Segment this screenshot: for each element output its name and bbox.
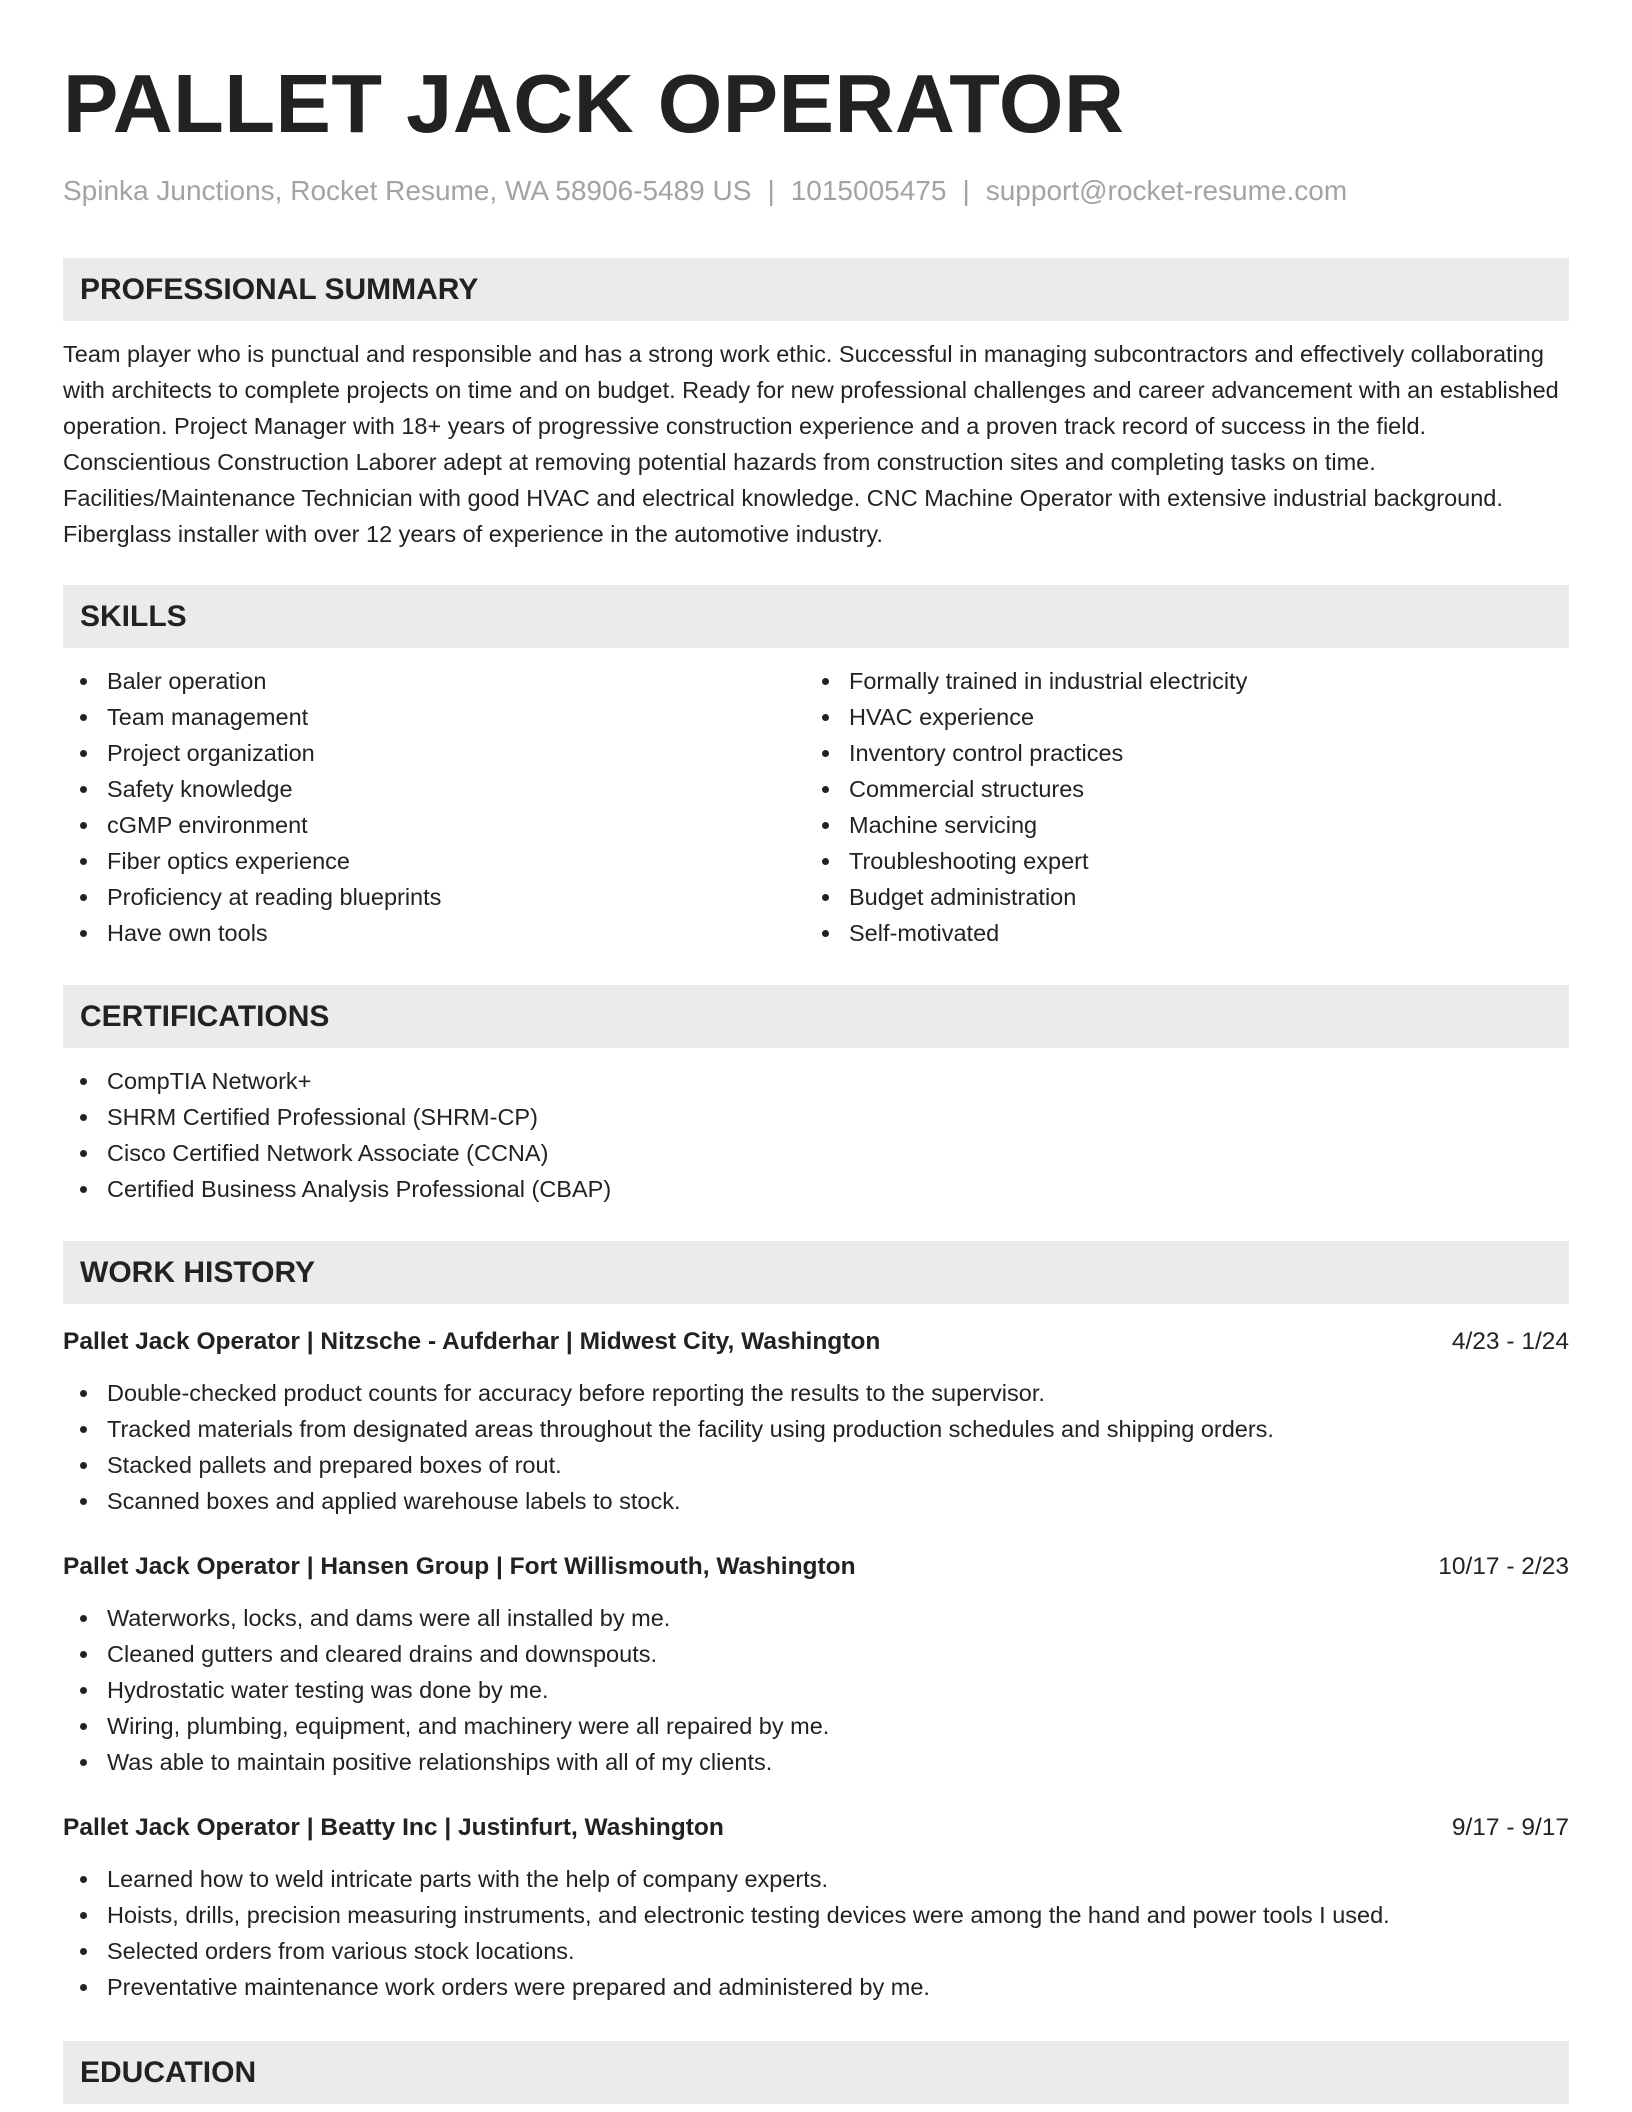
section-header-work-history: WORK HISTORY bbox=[63, 1241, 1569, 1304]
skill-item: Project organization bbox=[63, 735, 805, 771]
job-dates: 9/17 - 9/17 bbox=[1451, 1814, 1569, 1841]
skill-item: Self-motivated bbox=[805, 915, 1547, 951]
certification-item: Cisco Certified Network Associate (CCNA) bbox=[63, 1135, 1569, 1171]
job-heading: Pallet Jack Operator | Beatty Inc | Justinfurt, Washington bbox=[63, 1814, 724, 1841]
skill-item: cGMP environment bbox=[63, 807, 805, 843]
job-bullet: Preventative maintenance work orders were prepared and administered by me. bbox=[63, 1969, 1569, 2005]
skill-item: Safety knowledge bbox=[63, 771, 805, 807]
contact-address: Spinka Junctions, Rocket Resume, WA 58906-5489 US bbox=[63, 175, 752, 206]
job-bullet: Hoists, drills, precision measuring instruments, and electronic testing devices were among the hand and power tools I used. bbox=[63, 1897, 1569, 1933]
job-bullet: Learned how to weld intricate parts with the help of company experts. bbox=[63, 1861, 1569, 1897]
job-bullets bbox=[63, 1375, 1569, 1519]
skill-item: Inventory control practices bbox=[805, 735, 1547, 771]
certification-item: Certified Business Analysis Professional (CBAP) bbox=[63, 1171, 1569, 1207]
contact-line bbox=[63, 175, 1569, 207]
job-header bbox=[63, 1810, 1569, 1846]
job-dates: 4/23 - 1/24 bbox=[1451, 1328, 1569, 1355]
section-header-education: EDUCATION bbox=[63, 2041, 1569, 2104]
skill-item: Budget administration bbox=[805, 879, 1547, 915]
contact-separator: | bbox=[767, 175, 775, 206]
job-header bbox=[63, 1549, 1569, 1585]
job-bullet: Hydrostatic water testing was done by me. bbox=[63, 1672, 1569, 1708]
job-heading: Pallet Jack Operator | Hansen Group | Fort Willismouth, Washington bbox=[63, 1553, 856, 1580]
job-bullet: Stacked pallets and prepared boxes of rout. bbox=[63, 1447, 1569, 1483]
skill-item: HVAC experience bbox=[805, 699, 1547, 735]
certification-item: CompTIA Network+ bbox=[63, 1063, 1569, 1099]
job-bullet: Scanned boxes and applied warehouse labels to stock. bbox=[63, 1483, 1569, 1519]
skill-item: Proficiency at reading blueprints bbox=[63, 879, 805, 915]
summary-text: Team player who is punctual and responsible and has a strong work ethic. Successful in managing subcontractors and effectively collaborating with architects to complete projects on time and on budget. Ready for new professional challenges and career advancement with an established operation. Project Manager with 18+ years of progressive construction experience and a proven track record of success in the field. Conscientious Construction Laborer adept at removing potential hazards from construction sites and completing tasks on time. Facilities/Maintenance Technician with good HVAC and electrical knowledge. CNC Machine Operator with extensive industrial background. Fiberglass installer with over 12 years of experience in the automotive industry. bbox=[63, 341, 1559, 547]
job-dates: 10/17 - 2/23 bbox=[1438, 1553, 1569, 1580]
job-entry bbox=[63, 1549, 1569, 1780]
candidate-name: PALLET JACK OPERATOR bbox=[63, 57, 1125, 150]
skill-item: Team management bbox=[63, 699, 805, 735]
job-bullets bbox=[63, 1600, 1569, 1780]
skill-item: Commercial structures bbox=[805, 771, 1547, 807]
job-bullet: Cleaned gutters and cleared drains and downspouts. bbox=[63, 1636, 1569, 1672]
skill-item: Troubleshooting expert bbox=[805, 843, 1547, 879]
section-header-skills: SKILLS bbox=[63, 585, 1569, 648]
job-bullet: Selected orders from various stock locations. bbox=[63, 1933, 1569, 1969]
contact-phone: 1015005475 bbox=[790, 175, 947, 206]
job-bullet: Double-checked product counts for accuracy before reporting the results to the supervisor. bbox=[63, 1375, 1569, 1411]
job-bullet: Waterworks, locks, and dams were all installed by me. bbox=[63, 1600, 1569, 1636]
job-header bbox=[63, 1324, 1569, 1360]
skills-column-right bbox=[805, 663, 1547, 951]
skill-item: Baler operation bbox=[63, 663, 805, 699]
skill-item: Machine servicing bbox=[805, 807, 1547, 843]
contact-email: support@rocket-resume.com bbox=[985, 175, 1348, 206]
skill-item: Formally trained in industrial electricity bbox=[805, 663, 1547, 699]
certifications-list bbox=[63, 1063, 1569, 1207]
skill-item: Fiber optics experience bbox=[63, 843, 805, 879]
section-header-summary: PROFESSIONAL SUMMARY bbox=[63, 258, 1569, 321]
job-bullet: Wiring, plumbing, equipment, and machinery were all repaired by me. bbox=[63, 1708, 1569, 1744]
job-entry bbox=[63, 1324, 1569, 1519]
skills-grid bbox=[63, 663, 1569, 951]
job-bullet: Tracked materials from designated areas throughout the facility using production schedules and shipping orders. bbox=[63, 1411, 1569, 1447]
job-bullets bbox=[63, 1861, 1569, 2005]
skill-item: Have own tools bbox=[63, 915, 805, 951]
job-bullet: Was able to maintain positive relationships with all of my clients. bbox=[63, 1744, 1569, 1780]
section-header-certifications: CERTIFICATIONS bbox=[63, 985, 1569, 1048]
job-entry bbox=[63, 1810, 1569, 2005]
job-heading: Pallet Jack Operator | Nitzsche - Aufderhar | Midwest City, Washington bbox=[63, 1328, 881, 1355]
skills-column-left bbox=[63, 663, 805, 951]
certification-item: SHRM Certified Professional (SHRM-CP) bbox=[63, 1099, 1569, 1135]
contact-separator: | bbox=[962, 175, 970, 206]
